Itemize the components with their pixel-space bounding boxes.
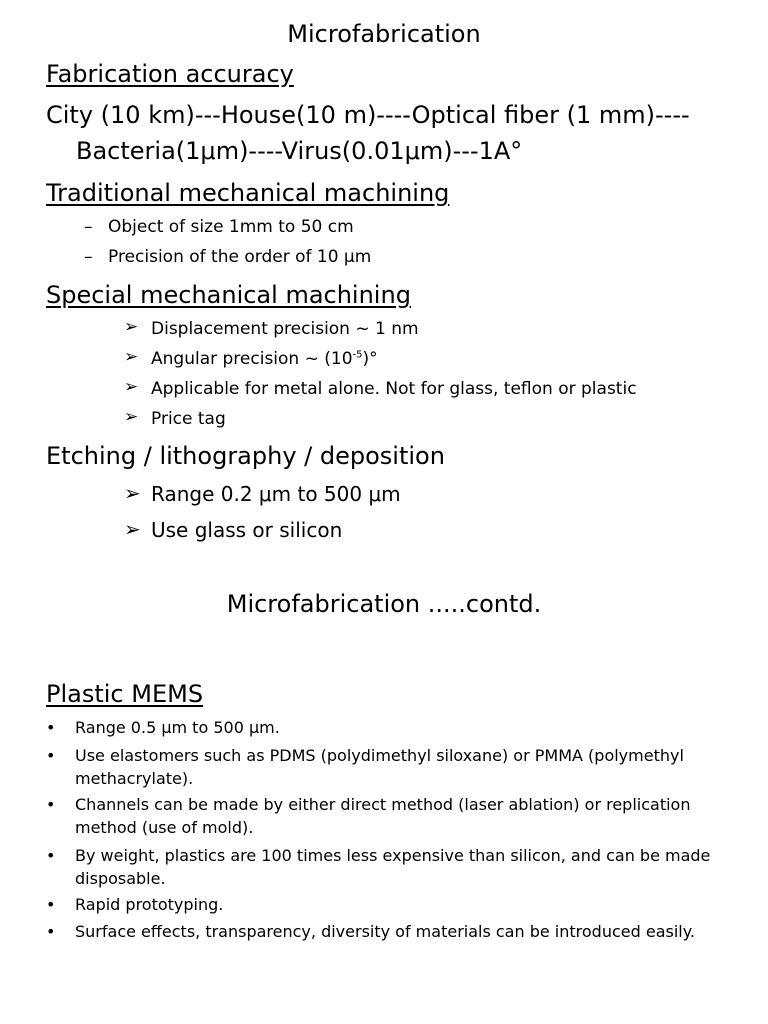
plastic-item-prototyping: Rapid prototyping. xyxy=(75,895,224,914)
trad-item-object-size: Object of size 1mm to 50 cm xyxy=(108,217,354,237)
arrow-bullet-icon: ➢ xyxy=(124,481,141,505)
arrow-bullet-icon: ➢ xyxy=(124,407,139,427)
plastic-item-cost-cont: disposable. xyxy=(75,869,166,888)
angular-text: Angular precision ~ (10 xyxy=(151,349,353,369)
scale-line-2: Bacteria(1μm)----Virus(0.01μm)---1A° xyxy=(76,137,523,165)
arrow-bullet-icon: ➢ xyxy=(124,347,139,367)
special-machining-heading: Special mechanical machining xyxy=(46,281,411,309)
arrow-bullet-icon: ➢ xyxy=(124,317,139,337)
arrow-bullet-icon: ➢ xyxy=(124,377,139,397)
trad-item-precision: Precision of the order of 10 μm xyxy=(108,247,372,267)
special-item-applicable: Applicable for metal alone. Not for glass, teflon or plastic xyxy=(151,379,637,399)
bullet-dot: • xyxy=(46,846,56,865)
bullet-dot: • xyxy=(46,795,56,814)
etch-item-range: Range 0.2 μm to 500 μm xyxy=(151,482,401,506)
etching-heading: Etching / lithography / deposition xyxy=(46,442,445,470)
special-item-price: Price tag xyxy=(151,409,226,429)
plastic-mems-heading: Plastic MEMS xyxy=(46,680,204,708)
bullet-dot: • xyxy=(46,718,56,737)
dash-marker: – xyxy=(84,217,93,237)
plastic-item-cost: By weight, plastics are 100 times less expensive than silicon, and can be made xyxy=(75,846,711,865)
angular-text-end: )° xyxy=(362,349,378,369)
special-item-displacement: Displacement precision ~ 1 nm xyxy=(151,319,419,339)
scale-line-1: City (10 km)---House(10 m)----Optical fiber (1 mm)---- xyxy=(46,101,690,129)
angular-exponent: -5 xyxy=(352,349,363,361)
page-title: Microfabrication xyxy=(287,20,481,48)
bullet-dot: • xyxy=(46,746,56,765)
plastic-item-channels-cont: method (use of mold). xyxy=(75,818,254,837)
slide2-title: Microfabrication .....contd. xyxy=(226,590,542,618)
dash-marker: – xyxy=(84,247,93,267)
arrow-bullet-icon: ➢ xyxy=(124,517,141,541)
plastic-item-channels: Channels can be made by either direct method (laser ablation) or replication xyxy=(75,795,691,814)
bullet-dot: • xyxy=(46,922,56,941)
traditional-machining-heading: Traditional mechanical machining xyxy=(46,179,450,207)
plastic-item-elastomers: Use elastomers such as PDMS (polydimethyl siloxane) or PMMA (polymethyl xyxy=(75,746,684,765)
plastic-item-range: Range 0.5 μm to 500 μm. xyxy=(75,718,280,737)
plastic-item-elastomers-cont: methacrylate). xyxy=(75,769,194,788)
bullet-dot: • xyxy=(46,895,56,914)
special-item-angular xyxy=(151,349,378,369)
etch-item-material: Use glass or silicon xyxy=(151,518,343,542)
fabrication-accuracy-heading: Fabrication accuracy xyxy=(46,60,294,88)
plastic-item-surface: Surface effects, transparency, diversity of materials can be introduced easily. xyxy=(75,922,695,941)
